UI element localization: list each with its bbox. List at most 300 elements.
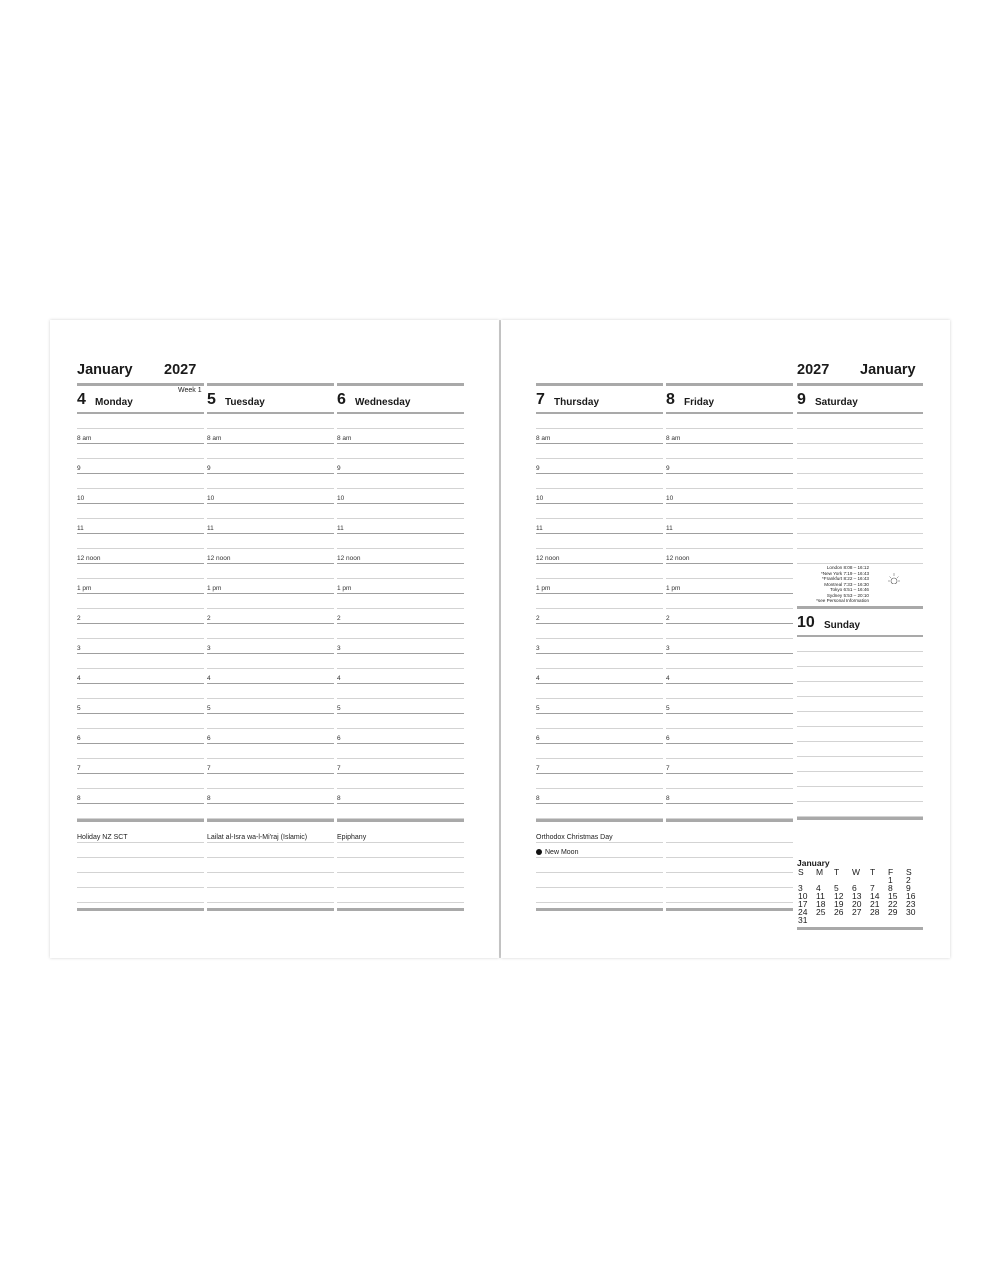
hour-label: 8	[77, 795, 81, 802]
hour-slot[interactable]	[337, 429, 464, 444]
note-line[interactable]	[666, 828, 793, 843]
hour-label: 9	[666, 465, 670, 472]
planner-line[interactable]	[536, 414, 663, 429]
hour-slot[interactable]	[77, 579, 204, 594]
day-name: Sunday	[824, 620, 861, 631]
hour-label: 5	[77, 705, 81, 712]
hour-label: 11	[77, 525, 84, 532]
hour-slot[interactable]	[536, 669, 663, 684]
hour-label: 10	[207, 495, 215, 502]
half-hour-line[interactable]	[207, 444, 334, 459]
note-line[interactable]	[77, 858, 204, 873]
half-hour-line[interactable]	[337, 594, 464, 609]
writing-line[interactable]	[797, 772, 923, 787]
half-hour-line[interactable]	[337, 744, 464, 759]
hour-slot[interactable]	[207, 549, 334, 564]
hour-label: 5	[337, 705, 341, 712]
page-month: January	[860, 362, 916, 378]
day-column-tuesday[interactable]	[207, 383, 334, 911]
calendar-date[interactable]: 9	[906, 883, 911, 893]
hour-slot[interactable]	[77, 729, 204, 744]
writing-line[interactable]	[797, 534, 923, 549]
hour-slot[interactable]	[207, 609, 334, 624]
note-line[interactable]	[207, 828, 334, 843]
hour-label: 9	[337, 465, 341, 472]
writing-line[interactable]	[797, 757, 923, 772]
day-name: Thursday	[554, 397, 600, 408]
half-hour-line[interactable]	[77, 534, 204, 549]
note-line[interactable]	[536, 858, 663, 873]
hour-label: 10	[536, 495, 544, 502]
half-hour-line[interactable]	[337, 714, 464, 729]
writing-line[interactable]	[797, 474, 923, 489]
hour-slot[interactable]	[337, 789, 464, 804]
half-hour-line[interactable]	[77, 804, 204, 819]
sun-time-entry: London 8:08 – 16:12	[826, 565, 869, 570]
calendar-date[interactable]: 23	[906, 899, 916, 909]
half-hour-line[interactable]	[536, 744, 663, 759]
half-hour-line[interactable]	[77, 474, 204, 489]
hour-slot[interactable]	[536, 609, 663, 624]
half-hour-line[interactable]	[536, 564, 663, 579]
calendar-date[interactable]: 4	[816, 883, 821, 893]
hour-slot[interactable]	[536, 639, 663, 654]
day-header-sunday	[797, 609, 923, 635]
half-hour-line[interactable]	[207, 684, 334, 699]
half-hour-line[interactable]	[77, 624, 204, 639]
calendar-date[interactable]: 8	[888, 883, 893, 893]
sunrise-icon	[887, 572, 901, 584]
sunday-lines[interactable]	[797, 637, 923, 817]
hour-slot[interactable]	[207, 759, 334, 774]
hour-slot[interactable]	[666, 519, 793, 534]
rule	[797, 817, 923, 820]
half-hour-line[interactable]	[77, 684, 204, 699]
weekend-column[interactable]	[797, 383, 923, 820]
day-number: 5	[207, 391, 216, 408]
saturday-lines[interactable]	[797, 414, 923, 564]
half-hour-line[interactable]	[536, 684, 663, 699]
half-hour-line[interactable]	[207, 714, 334, 729]
half-hour-line[interactable]	[337, 684, 464, 699]
half-hour-line[interactable]	[666, 564, 793, 579]
half-hour-line[interactable]	[337, 654, 464, 669]
hour-slot[interactable]	[666, 429, 793, 444]
note-line[interactable]	[77, 888, 204, 903]
hour-slot[interactable]	[536, 579, 663, 594]
hour-label: 3	[337, 645, 341, 652]
half-hour-line[interactable]	[337, 774, 464, 789]
half-hour-line[interactable]	[207, 774, 334, 789]
note-line[interactable]	[77, 828, 204, 843]
half-hour-line[interactable]	[666, 444, 793, 459]
calendar-date	[815, 916, 833, 924]
half-hour-line[interactable]	[77, 714, 204, 729]
hour-slot[interactable]	[207, 489, 334, 504]
hour-label: 7	[77, 765, 81, 772]
week-label: Week 1	[178, 387, 202, 394]
hour-slot[interactable]	[77, 699, 204, 714]
day-header	[536, 386, 663, 412]
hour-slot[interactable]	[536, 789, 663, 804]
calendar-date[interactable]: 18	[816, 899, 826, 909]
page-year: 2027	[797, 362, 830, 378]
half-hour-line[interactable]	[536, 504, 663, 519]
note-line[interactable]	[666, 888, 793, 903]
half-hour-line[interactable]	[536, 774, 663, 789]
writing-line[interactable]	[797, 414, 923, 429]
note-line[interactable]	[536, 873, 663, 888]
hour-label: 8	[337, 795, 341, 802]
calendar-date[interactable]: 7	[870, 883, 875, 893]
note-line[interactable]	[337, 873, 464, 888]
half-hour-line[interactable]	[207, 504, 334, 519]
writing-line[interactable]	[797, 652, 923, 667]
rule	[207, 908, 334, 911]
half-hour-line[interactable]	[666, 774, 793, 789]
hour-slot[interactable]	[666, 459, 793, 474]
day-name: Monday	[95, 397, 133, 408]
hour-label: 12 noon	[666, 555, 690, 562]
hour-label: 7	[536, 765, 540, 772]
hour-label: 7	[666, 765, 670, 772]
hour-slot[interactable]	[666, 759, 793, 774]
calendar-date[interactable]: 30	[906, 907, 916, 917]
hour-slot[interactable]	[337, 549, 464, 564]
hour-label: 6	[666, 735, 670, 742]
writing-line[interactable]	[797, 429, 923, 444]
day-header	[666, 386, 793, 412]
day-number: 6	[337, 391, 346, 408]
hour-label: 12 noon	[536, 555, 560, 562]
hour-label: 8 am	[536, 435, 551, 442]
hour-slot[interactable]	[337, 489, 464, 504]
note-line[interactable]	[337, 888, 464, 903]
half-hour-line[interactable]	[536, 714, 663, 729]
half-hour-line[interactable]	[337, 444, 464, 459]
hour-slot[interactable]	[337, 759, 464, 774]
hour-slot[interactable]	[666, 639, 793, 654]
planner-line[interactable]	[337, 414, 464, 429]
hour-slot[interactable]	[536, 699, 663, 714]
half-hour-line[interactable]	[666, 654, 793, 669]
hour-label: 2	[536, 615, 540, 622]
calendar-date[interactable]: 17	[798, 899, 808, 909]
day-name: Tuesday	[225, 397, 265, 408]
hour-slot[interactable]	[536, 459, 663, 474]
writing-line[interactable]	[797, 682, 923, 697]
hour-slot[interactable]	[337, 729, 464, 744]
weekday-label: S	[906, 867, 912, 877]
calendar-date[interactable]: 29	[888, 907, 898, 917]
hour-label: 11	[666, 525, 673, 532]
note-text: Epiphany	[337, 834, 367, 841]
hour-slot[interactable]	[337, 609, 464, 624]
writing-line[interactable]	[797, 459, 923, 474]
note-line[interactable]	[207, 888, 334, 903]
new-moon-icon	[536, 849, 542, 855]
sun-times-text	[816, 565, 869, 604]
note-text: Holiday NZ SCT	[77, 834, 128, 841]
writing-line[interactable]	[797, 667, 923, 682]
note-line[interactable]	[337, 843, 464, 858]
note-line[interactable]	[536, 828, 663, 843]
hour-label: 3	[77, 645, 81, 652]
half-hour-line[interactable]	[536, 534, 663, 549]
hour-slot[interactable]	[77, 759, 204, 774]
note-line[interactable]	[337, 828, 464, 843]
day-column-friday[interactable]	[666, 383, 793, 911]
half-hour-line[interactable]	[77, 774, 204, 789]
hour-slot[interactable]	[536, 759, 663, 774]
half-hour-line[interactable]	[207, 564, 334, 579]
planner-line[interactable]	[77, 414, 204, 429]
hour-slot[interactable]	[77, 429, 204, 444]
hour-slot[interactable]	[337, 459, 464, 474]
writing-line[interactable]	[797, 504, 923, 519]
day-name: Wednesday	[355, 397, 411, 408]
hour-slot[interactable]	[536, 519, 663, 534]
hour-slot[interactable]	[207, 459, 334, 474]
half-hour-line[interactable]	[337, 534, 464, 549]
calendar-date[interactable]: 16	[906, 891, 916, 901]
writing-line[interactable]	[797, 444, 923, 459]
day-column-thursday[interactable]	[536, 383, 663, 911]
hour-slot[interactable]	[207, 519, 334, 534]
half-hour-line[interactable]	[536, 444, 663, 459]
hour-slot[interactable]	[666, 699, 793, 714]
hour-label: 6	[207, 735, 211, 742]
calendar-date	[869, 916, 887, 924]
half-hour-line[interactable]	[536, 594, 663, 609]
calendar-date[interactable]: 26	[834, 907, 844, 917]
calendar-date	[887, 916, 905, 924]
half-hour-line[interactable]	[337, 474, 464, 489]
half-hour-line[interactable]	[666, 504, 793, 519]
calendar-date[interactable]: 28	[870, 907, 880, 917]
day-header-saturday	[797, 386, 923, 412]
half-hour-line[interactable]	[337, 564, 464, 579]
calendar-date[interactable]: 3	[798, 883, 803, 893]
half-hour-line[interactable]	[666, 744, 793, 759]
note-line[interactable]	[207, 858, 334, 873]
writing-line[interactable]	[797, 787, 923, 802]
half-hour-line[interactable]	[666, 624, 793, 639]
calendar-date[interactable]: 25	[816, 907, 826, 917]
hour-label: 3	[536, 645, 540, 652]
hour-label: 1 pm	[337, 585, 352, 592]
hour-slot[interactable]	[666, 549, 793, 564]
half-hour-line[interactable]	[337, 504, 464, 519]
hour-slot[interactable]	[666, 609, 793, 624]
hour-label: 10	[337, 495, 345, 502]
weekday-label: F	[888, 867, 894, 877]
half-hour-line[interactable]	[77, 564, 204, 579]
hour-slot[interactable]	[666, 579, 793, 594]
half-hour-line[interactable]	[207, 474, 334, 489]
note-line[interactable]	[666, 843, 793, 858]
hour-slot[interactable]	[536, 489, 663, 504]
sun-time-entry: *New York 7:19 – 16:43	[820, 570, 869, 576]
writing-line[interactable]	[797, 742, 923, 757]
half-hour-line[interactable]	[666, 474, 793, 489]
weekday-label: M	[816, 867, 824, 877]
calendar-date[interactable]: 11	[816, 891, 825, 901]
note-line[interactable]	[536, 888, 663, 903]
calendar-date[interactable]: 22	[888, 899, 898, 909]
calendar-date[interactable]: 24	[798, 907, 808, 917]
half-hour-line[interactable]	[77, 594, 204, 609]
hour-label: 8 am	[207, 435, 222, 442]
hour-slot[interactable]	[666, 729, 793, 744]
half-hour-line[interactable]	[536, 804, 663, 819]
writing-line[interactable]	[797, 697, 923, 712]
hour-slot[interactable]	[337, 669, 464, 684]
writing-line[interactable]	[797, 727, 923, 742]
calendar-date[interactable]: 14	[870, 891, 880, 901]
hour-slot[interactable]	[77, 549, 204, 564]
writing-line[interactable]	[797, 712, 923, 727]
day-header	[77, 386, 204, 412]
hour-label: 2	[207, 615, 211, 622]
hour-slot[interactable]	[337, 699, 464, 714]
hour-label: 11	[207, 525, 214, 532]
note-line[interactable]	[666, 858, 793, 873]
half-hour-line[interactable]	[207, 744, 334, 759]
half-hour-line[interactable]	[337, 804, 464, 819]
hour-label: 1 pm	[536, 585, 551, 592]
writing-line[interactable]	[797, 489, 923, 504]
half-hour-line[interactable]	[666, 804, 793, 819]
note-line[interactable]	[337, 858, 464, 873]
mini-calendar-grid	[797, 868, 923, 924]
hour-label: 8 am	[666, 435, 681, 442]
hour-slot[interactable]	[666, 789, 793, 804]
hour-label: 9	[77, 465, 81, 472]
calendar-date[interactable]: 13	[852, 891, 862, 901]
half-hour-line[interactable]	[666, 714, 793, 729]
half-hour-line[interactable]	[207, 624, 334, 639]
half-hour-line[interactable]	[77, 654, 204, 669]
hour-slot[interactable]	[77, 789, 204, 804]
mini-calendar	[797, 858, 923, 930]
half-hour-line[interactable]	[77, 444, 204, 459]
calendar-date[interactable]: 15	[888, 891, 898, 901]
hour-label: 6	[337, 735, 341, 742]
hour-slot[interactable]	[207, 579, 334, 594]
half-hour-line[interactable]	[77, 744, 204, 759]
hour-slot[interactable]	[207, 639, 334, 654]
calendar-date[interactable]: 10	[798, 891, 808, 901]
hour-label: 5	[666, 705, 670, 712]
hour-label: 9	[536, 465, 540, 472]
writing-line[interactable]	[797, 802, 923, 817]
hour-slot[interactable]	[207, 429, 334, 444]
page-year: 2027	[164, 362, 197, 378]
planner-line[interactable]	[207, 414, 334, 429]
hour-label: 2	[337, 615, 341, 622]
half-hour-line[interactable]	[337, 624, 464, 639]
hour-slot[interactable]	[337, 579, 464, 594]
hour-slot[interactable]	[77, 519, 204, 534]
weekday-label: T	[870, 867, 876, 877]
hour-slot[interactable]	[77, 609, 204, 624]
half-hour-line[interactable]	[536, 474, 663, 489]
calendar-date[interactable]: 19	[834, 899, 844, 909]
half-hour-line[interactable]	[666, 684, 793, 699]
note-line[interactable]	[207, 873, 334, 888]
half-hour-line[interactable]	[207, 654, 334, 669]
half-hour-line[interactable]	[666, 594, 793, 609]
calendar-date[interactable]: 5	[834, 883, 839, 893]
hour-slot[interactable]	[666, 669, 793, 684]
hour-slot[interactable]	[77, 669, 204, 684]
day-column-monday[interactable]	[77, 383, 204, 911]
note-line[interactable]	[536, 843, 663, 858]
calendar-date[interactable]: 1	[888, 875, 893, 885]
hour-label: 11	[337, 525, 344, 532]
hour-slot[interactable]	[207, 669, 334, 684]
calendar-date[interactable]: 6	[852, 883, 857, 893]
hour-label: 4	[207, 675, 211, 682]
half-hour-line[interactable]	[207, 804, 334, 819]
calendar-date[interactable]: 2	[906, 875, 911, 885]
hour-slot[interactable]	[536, 549, 663, 564]
calendar-date[interactable]: 20	[852, 899, 862, 909]
day-column-wednesday[interactable]	[337, 383, 464, 911]
day-number: 9	[797, 391, 806, 408]
writing-line[interactable]	[797, 549, 923, 564]
hour-slot[interactable]	[207, 789, 334, 804]
hour-slot[interactable]	[337, 639, 464, 654]
calendar-date[interactable]: 31	[798, 915, 808, 925]
hour-slot[interactable]	[77, 489, 204, 504]
rule	[666, 908, 793, 911]
half-hour-line[interactable]	[207, 534, 334, 549]
hour-slot[interactable]	[536, 429, 663, 444]
hour-slot[interactable]	[207, 729, 334, 744]
note-line[interactable]	[666, 873, 793, 888]
half-hour-line[interactable]	[536, 624, 663, 639]
hour-slot[interactable]	[666, 489, 793, 504]
calendar-date[interactable]: 21	[870, 899, 880, 909]
hour-slot[interactable]	[207, 699, 334, 714]
day-number: 4	[77, 391, 86, 408]
hour-slot[interactable]	[337, 519, 464, 534]
note-line[interactable]	[77, 843, 204, 858]
writing-line[interactable]	[797, 519, 923, 534]
calendar-date[interactable]: 27	[852, 907, 862, 917]
hour-slot[interactable]	[77, 459, 204, 474]
half-hour-line[interactable]	[666, 534, 793, 549]
note-line[interactable]	[207, 843, 334, 858]
rule	[77, 908, 204, 911]
hour-slot[interactable]	[77, 639, 204, 654]
hour-label: 2	[666, 615, 670, 622]
half-hour-line[interactable]	[207, 594, 334, 609]
half-hour-line[interactable]	[77, 504, 204, 519]
planner-line[interactable]	[666, 414, 793, 429]
weekday-label: W	[852, 867, 861, 877]
hour-label: 8 am	[77, 435, 92, 442]
note-line[interactable]	[77, 873, 204, 888]
day-number: 7	[536, 391, 545, 408]
calendar-date[interactable]: 12	[834, 891, 844, 901]
hour-slot[interactable]	[536, 729, 663, 744]
half-hour-line[interactable]	[536, 654, 663, 669]
writing-line[interactable]	[797, 637, 923, 652]
hour-label: 4	[536, 675, 540, 682]
